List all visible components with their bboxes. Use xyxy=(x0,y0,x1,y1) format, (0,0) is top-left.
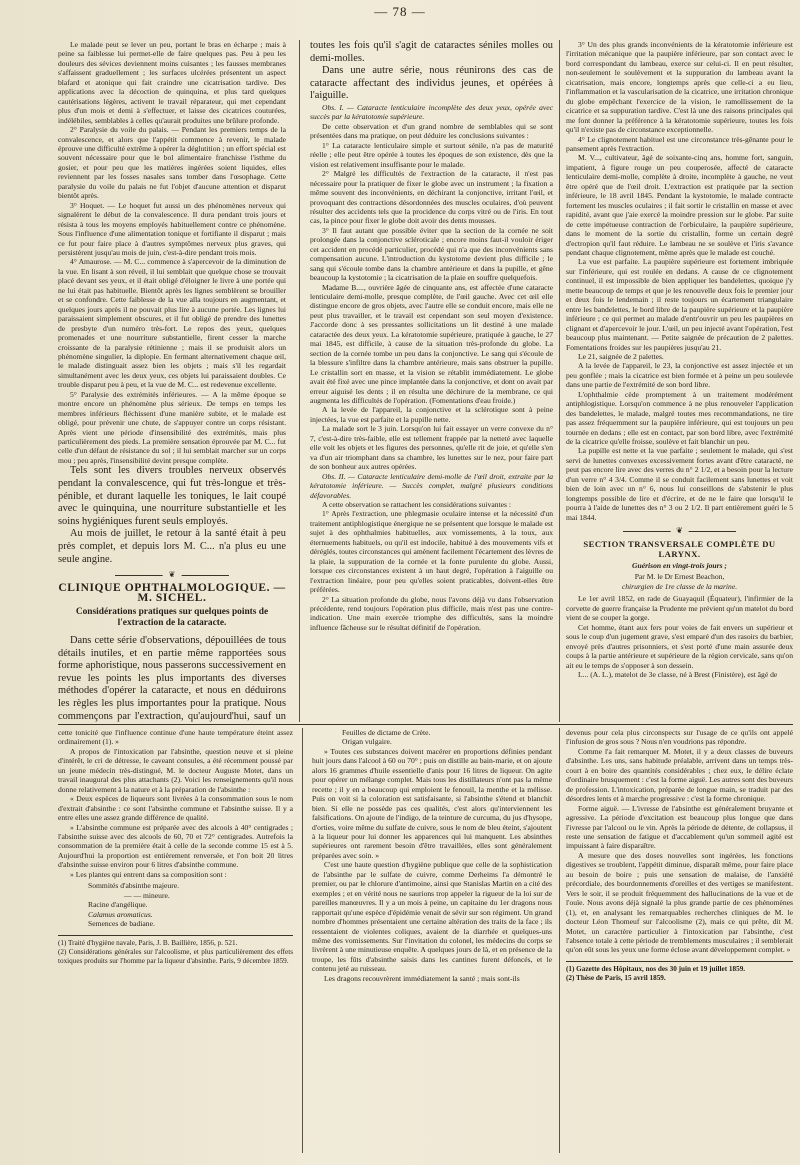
list-item: Calamus aromaticus. xyxy=(88,909,153,919)
paragraph: cette tonicité que l'influence continue d'une haute température éteint assez ordinairement (1). » xyxy=(58,728,293,747)
fleuron-icon: ❦ xyxy=(670,526,689,536)
paragraph: 1° Après l'extraction, une phlegmasie oculaire intense et la nécessité d'un traitement antiphlogistique énergique ne se présentent que lorsque le malade est sujet à des ophthalmies habituelles, aux vomissements, à la toux, aux éternuements habituels, ou qu'il est indocile, habitué à des mouvements vifs et déréglés, toutes circonstances qui amènent facilement l'écartement des lèvres de la plaie, la suppuration de la cornée et la fonte purulente du globe. Aussi, lorsque ces circonstances existent à un haut degré, l'opération à l'aiguille ou l'extraction linéaire, pour peu qu'elles soient praticables, doivent-elles être préférées. xyxy=(310,509,553,595)
ingredient-list xyxy=(88,881,293,928)
clinic-subheading: Considérations pratiques sur quelques points de l'extraction de la cataracte. xyxy=(75,607,269,629)
paragraph: M. V..., cultivateur, âgé de soixante-cinq ans, homme fort, sanguin, impatient, à figure rouge un peu couperosée, affecté de cataracte lenticulaire demi-molle, complète à droite, incomplète à gauche, ne veut être opéré que de l'œil droit. L'extraction est pratiquée par la section inférieure, le 18 avril 1845. Pendant la kystotomie, le malade contracte fortement les muscles oculaires ; il fait sortir le cristallin en masse et avec rapidité, avant que j'aie exercé la moindre pression sur le globe. Par suite de cette impétueuse contraction de l'orbiculaire, la paupière supérieure, dans le moment de la sortie du cristallin, forme un certain degré d'ectropion qu'il faut réduire. Le lambeau ne se soulève et l'iris s'avance pendant chaque clignotement, même après que le malade est couché. xyxy=(566,153,793,257)
paragraph: 3° Hoquet. — Le hoquet fut aussi un des phénomènes nerveux qui signalèrent le début de la convalescence. Il dura pendant trois jours et résista à tous les moyens employés habituellement contre ce phénomène. Sous l'influence d'une alimentation tonique et fortifiante il disparut ; mais ce fut pour faire place à d'autres symptômes nerveux plus graves, qui persistèrent jusqu'au mois de juin, c'est-à-dire pendant trois mois. xyxy=(58,200,286,257)
column-rule-bottom-1 xyxy=(302,728,303,1153)
paragraph: 1° La cataracte lenticulaire simple et surtout sénile, n'a pas de maturité réelle ; elle peut être opérée à toutes les époques de son existence, dès que la vision est relativement insuffisante pour le malade. xyxy=(310,140,553,169)
paragraph: La vue est parfaite. La paupière supérieure est fortement imbriquée sur l'inférieure, qui est roulée en dedans. A cause de ce clignotement continuel, il est impossible de bien appliquer les bandelettes, quoique j'y mette beaucoup de temps et que je les renouvelle deux fois le premier jour et deux fois le lendemain ; il reste toujours un écartement triangulaire entre les bandelettes, le bord libre de la paupière supérieure et la paupière inférieure ; ce qui permet au malade d'entr'ouvrir un peu les paupières en clignant et d'apercevoir le jour. L'œil, un peu injecté avant l'opération, l'est beaucoup plus maintenant. — Petite saignée de précaution de 2 palettes. Fomentations froides sur les paupières jusqu'au 21. xyxy=(566,257,793,352)
list-item: Sommités d'absinthe majeure. xyxy=(88,881,179,891)
paragraph: 2° Paralysie du voile du palais. — Pendant les premiers temps de la convalescence, et alors que l'appétit commence à revenir, le malade éprouve une difficulté extrême à opérer la déglutition ; un effort spécial est souvent nécessaire pour que le bol alimentaire franchisse l'isthme du gosier, et pour peu que les matières ingérées soient liquides, elles reviennent par les fosses nasales sans tomber dans l'œsophage. Cette paralysie du voile du palais ne fut l'objet d'aucune attention et disparut bientôt après. xyxy=(58,125,286,201)
list-item: Feuilles de dictame de Crète. xyxy=(342,728,431,737)
ornament-divider xyxy=(58,570,286,580)
clinic-heading: CLINIQUE OPHTHALMOLOGIQUE. — M. SICHEL. xyxy=(58,582,286,604)
column-rule-bottom-2 xyxy=(559,728,560,1153)
paragraph: A la levée de l'appareil, le 23, la conjonctive est assez injectée et un peu gonflée ; mais la cicatrice est bien formée et à peine un peu soulevée dans une partie de l'extrémité de son bord libre. xyxy=(566,361,793,390)
paragraph: Le malade peut se lever un peu, portant le bras en écharpe ; mais à peine sa faiblesse lui permet-elle de faire quelques pas. Peu à peu les douleurs des sévices deviennent moins cuisantes ; les fausses membranes s'affaissent graduellement ; les surfaces ulcérées présentent un aspect blafard et atonique qui fait craindre une cicatrisation tardive. Des applications avec la décoction de quinquina, et plus tard quelques cautérisations légères, activent le travail réparateur, qui met cependant plus d'un mois et demi à s'effectuer, et laisse des cicatrices couturées, indélébiles, semblables à celles qu'aurait produites une brûlure profonde. xyxy=(58,40,286,125)
footnote: (1) Gazette des Hôpitaux, nos des 30 juin et 19 juillet 1859. xyxy=(566,964,746,973)
paragraph: 2° La situation profonde du globe, nous l'avons déjà vu dans l'observation précédente, rend toujours l'opération plus difficile, mais n'est pas une contre-indication. Une main exercée triomphe des difficultés, sans la moindre influence fâcheuse sur le résultat définitif de l'opération. xyxy=(310,594,553,632)
paragraph: La malade sort le 3 juin. Lorsqu'on lui fait essayer un verre convexe du n° 7, c'est-à-dire très-faible, elle est tellement frappée par la netteté avec laquelle elle voit les objets et les figures des personnes, qu'elle rit de joie, et qu'elle s'en va d'un air triomphant dans sa chambre, les lunettes sur le nez, pour faire part de son bonheur aux autres opérées. xyxy=(310,424,553,472)
feuilleton-column-1 xyxy=(58,728,293,1153)
paragraph: » Toutes ces substances doivent macérer en proportions définies pendant huit jours dans l'alcool à 60 ou 70° ; puis on distille au bain-marie, et on ajoute alors 16 grammes d'huile essentielle d'anis pour 16 litres de liqueur. On agite pour opérer un mélange complet. Mais tous les distillateurs n'ont pas la même recette ; il y en a beaucoup qui emploient le fenouil, la menthe et la mélisse. Puis on voit si la coloration est satisfaisante, si l'absinthe s'étend et blanchit bien. Si elle ne possède pas ces qualités, c'est alors qu'interviennent les falsifications. On ajoute de l'indigo, de la teinture de curcuma, du jus d'hysope, d'orties, voire même du sulfate de cuivre, sous le nom de bleu éteint, s'ajoutent à la liqueur pour lui donner les apparences qui lui manquent. Les absinthes supérieures ont rarement besoin d'être travaillées, elles sont généralement préparées avec soin. » xyxy=(312,746,552,860)
observation-heading: Obs. I. — Cataracte lenticulaire incomplète des deux yeux, opérée avec succès par la kératotomie supérieure. xyxy=(310,102,553,122)
paragraph: Comme l'a fait remarquer M. Motet, il y a deux classes de buveurs d'absinthe. Les uns, sans habitude préalable, arrivent dans un temps très-court à en boire des quantités considérables ; chez eux, le délire éclate d'ordinaire brusquement : c'est la forme aiguë. Les autres sont des buveurs de profession. L'intoxication, préparée de longue main, se traduit par des désordres lents et à marche progressive : c'est la forme chronique. xyxy=(566,746,793,804)
paragraph: Le 21, saignée de 2 palettes. xyxy=(578,351,664,361)
paragraph: A propos de l'intoxication par l'absinthe, question neuve et si pleine d'intérêt, le cri de détresse, le caveant consules, a été récemment poussé par un jeune médecin très-distingué, M. le docteur Auguste Motet, dans un travail inaugural des plus attachants (2). Voici les renseignements qu'il nous donne relativement à la nature et à la préparation de l'absinthe : xyxy=(58,746,293,794)
paragraph: Dans cette série d'observations, dépouillées de tous détails inutiles, et en partie même rapportées sous forme aphoristique, nous passerons successivement en revue les points les plus importants des diverses méthodes d'opérer la cataracte, et nous en déduirons les règles les plus importantes pour la pratique. Nous commençons par l'extraction, qu'aujourd'hui, sauf un xyxy=(58,635,286,722)
author-line: Par M. le Dr Ernest Beachon, xyxy=(634,572,725,582)
paragraph: Les dragons recouvrèrent immédiatement la santé ; mais sont-ils xyxy=(324,973,520,983)
column-rule-top-1 xyxy=(299,40,300,722)
paragraph: A la levée de l'appareil, la conjonctive et la sclérotique sont à peine injectées, la vue est parfaite et la pupille nette. xyxy=(310,405,553,424)
paragraph: De cette observation et d'un grand nombre de semblables qui se sont présentées dans ma pratique, on peut déduire les conclusions suivantes : xyxy=(310,121,553,141)
paragraph: 4° Amaurose. — M. C... commence à s'apercevoir de la diminution de la vue. En lisant à son réveil, il lui semblait que quelque chose se trouvait placé devant ses yeux, et il était obligé d'éloigner le livre à une portée qui ne lui était pas habituelle. Bientôt après les lignes semblèrent se brouiller et se confondre. Cette faiblesse de la vue alla toujours en augmentant, et quelques jours après il ne pouvait plus lire à aucune portée. Les lignes lui paraissaient simplement obscures, et il fut obligé de prendre des lunettes de presbyte d'un numéro très-fort. Le repos des yeux, quelques promenades et une nourriture substantielle, firent cesser la marche croissante de la paralysie rétinienne ; mais il se produisit alors un phénomène singulier, la diplopie. En fermant alternativement chaque œil, le malade distinguait assez bien les objets ; mais s'il les regardait simultanément avec les deux yeux, ces objets lui paraissaient doubles. Ce trouble disparut peu à peu, et la vue de M. C... est redevenue excellente. xyxy=(58,257,286,390)
paragraph: devenus pour cela plus circonspects sur l'usage de ce qu'ils ont appelé l'infusion de gros sous ? Nous n'en voudrions pas répondre. xyxy=(566,728,793,747)
list-item: Racine d'angélique. xyxy=(88,900,148,910)
paragraph: A mesure que des doses nouvelles sont ingérées, les fonctions digestives se troublent, l'appétit diminue, disparaît même, pour faire place au besoin de boire ; puis une sensation de malaise, de l'anxiété précordiale, des bourdonnements d'oreilles et des vertiges se manifestent. Vers le soir, il se produit fréquemment des hallucinations de la vue et de l'ouïe. Nous avons déjà signalé la plus grande partie de ces phénomènes (1), et, en analysant les remarquables recherches cliniques de M. le docteur Léon Thomeuf sur l'alcoolisme (2), mais ce qui prête, dit M. Motet, un caractère particulier à l'intoxication par l'absinthe, c'est l'absence totale à cette période de tremblements musculaires ; il semblerait qu'on eût sous les yeux une forme éclose avant développement complet. » xyxy=(566,850,793,955)
paragraph: Le 1er avril 1852, en rade de Guayaquil (Équateur), l'infirmier de la corvette de guerre française la Prudente me prévient qu'un matelot du bord vient de se couper la gorge. xyxy=(566,594,793,623)
paragraph: 4° Le clignotement habituel est une circonstance très-gênante pour le pansement après l'extraction. xyxy=(566,134,793,153)
paragraph: Forme aiguë. — L'ivresse de l'absinthe est généralement bruyante et agressive. La période d'excitation est beaucoup plus longue que dans l'ivresse par l'alcool ou le vin. Après la période de détente, de collapsus, il reste une sensation de fatigue et d'accablement qu'un sommeil agité est impuissant à faire disparaître. xyxy=(566,803,793,851)
paragraph: L... (A. L.), matelot de 3e classe, né à Brest (Finistère), est âgé de xyxy=(578,670,778,679)
paragraph: 3° Un des plus grands inconvénients de la kératotomie inférieure est l'irritation mécanique que la paupière inférieure, par son contact avec le bord correspondant du lambeau, exerce sur celui-ci. Il en peut résulter, non-seulement le soulèvement et la suppuration du lambeau avant la cicatrisation, mais encore, longtemps après que celle-ci a eu lieu, l'inflammation et la vascularisation de la cicatrice, une irritation chronique du globe empêchant l'exercice de la vision, le ramollissement de la cicatrice et sa suppuration tardive. C'est là une des raisons principales qui me font donner la préférence à la kératotomie supérieure, toutes les fois qu'il n'existe pas de circonstance exceptionnelle. xyxy=(566,40,793,135)
feuilleton-column-3 xyxy=(566,728,793,1153)
article-column-1 xyxy=(58,40,286,722)
footnote: (1) Traité d'hygiène navale, Paris, J. B. Baillière, 1856, p. 521. xyxy=(58,938,238,947)
article-column-2 xyxy=(310,40,553,722)
paragraph: 3° Il faut autant que possible éviter que la section de la cornée ne soit prolongée dans la conjonctive scléroticale ; encore moins faut-il vouloir ériger cet accident en procédé particulier, procédé qui n'a que des inconvénients sans compensation aucune. L'introduction du kystotome devient plus difficile ; le sang qui s'écoule tombe dans la chambre antérieure et dans la pupille, et gêne beaucoup la kystotomie ; la cicatrisation de la plaie en souffre quelquefois. xyxy=(310,225,553,283)
author-title: chirurgien de 1re classe de la marine. xyxy=(621,581,738,591)
ornament-divider xyxy=(566,526,793,536)
footnote: (2) Thèse de Paris, 15 avril 1859. xyxy=(566,973,666,982)
footnotes xyxy=(566,961,793,983)
list-item: — — mineure. xyxy=(124,890,170,900)
paragraph: L'ophthalmie cède promptement à un traitement modérément antiphlogistique. Lorsqu'on commence à ne plus renouveler l'application des bandelettes, le malade, malgré toutes mes recommandations, ne tire pas assez fréquemment sur la paupière inférieure, qui est toujours un peu tournée en dedans ; elle est en contact, par son bord libre, avec l'extrémité de la cicatrice qu'elle froisse, soulève et fait blanchir un peu. xyxy=(566,389,793,447)
section-divider xyxy=(58,724,793,725)
footnote: (2) Considérations générales sur l'alcoolisme, et plus particulièrement des effets toxiques produits sur l'homme par la liqueur d'absinthe. Paris, 9 décembre 1859. xyxy=(58,947,293,965)
paragraph: Madame B...., ouvrière âgée de cinquante ans, est affectée d'une cataracte lenticulaire demi-molle, presque complète, de l'œil gauche. Avec cet œil elle distingue encore de gros objets, avec l'autre elle se conduit encore, mais elle ne peut plus travailler, et le travail est cependant son seul moyen d'existence. J'accorde donc à ses pressantes sollicitations un lit destiné à une malade cataractée des deux yeux. La kératotomie supérieure, pratiquée à gauche, le 27 mai 1845, est difficile, à cause de la situation très-profonde du globe. La section de la cornée tombe un peu dans la conjonctive. Le sang qui s'écoule de la blessure s'infiltre dans la chambre antérieure, mais sans obstruer la pupille. Le cristallin sort en masse, et la vision se rétablit immédiatement. Le globe avait été fixé avec une pince implantée dans la conjonctive, et dont on avait par erreur aiguisé les dents ; il en résulta une déchirure de la membrane, ce qui augmenta les difficultés de l'opération. (Fomentations d'eau froide.) xyxy=(310,282,553,406)
paragraph: A cette observation se rattachent les considérations suivantes : xyxy=(322,500,511,509)
section-heading: SECTION TRANSVERSALE COMPLÈTE DU LARYNX. xyxy=(583,539,776,559)
paragraph: 5° Paralysie des extrémités inférieures. — A la même époque se montre encore un phénomène plus sérieux. De temps en temps les membres inférieurs fléchissent d'une manière subite, et le malade est obligé, pour prévenir une chute, de s'appuyer contre un corps résistant. Après vient une période d'insensibilité des extrémités, mais plus particulièrement des pieds. La première sensation éprouvée par M. C... fut celle d'un défaut de résistance du sol ; il lui semblait marcher sur un corps mou ; peu après, l'insensibilité devint presque complète. xyxy=(58,389,286,465)
observation-heading: Obs. II. — Cataracte lenticulaire demi-molle de l'œil droit, extraite par la kératotomie inférieure. — Succès complet, malgré plusieurs conditions défavorables. xyxy=(310,471,553,500)
paragraph: Au mois de juillet, le retour à la santé était à peu près complet, et depuis lors M. C... n'a plus eu une seule angine. xyxy=(58,528,286,565)
paragraph: Cet homme, étant aux fers pour voies de fait envers un supérieur et sous le coup d'un jugement grave, s'est emparé d'un des rasoirs du barbier, envoyé près d'autres prisonniers, et s'est porté d'une main assurée deux coups à la partie antérieure et supérieure de la région cervicale, sans qu'on ait eu le temps de s'opposer à son dessein. xyxy=(566,622,793,670)
page-number: — 78 — xyxy=(374,4,426,19)
paragraph: toutes les fois qu'il s'agit de cataractes séniles molles ou demi-molles. xyxy=(310,40,553,64)
paragraph: Tels sont les divers troubles nerveux observés pendant la convalescence, qui fut très-longue et très-pénible, et durant laquelle les toniques, le lait coupé avec le quinquina, une nourriture substantielle et les soins hygiéniques furent seuls employés. xyxy=(58,465,286,527)
fleuron-icon: ❦ xyxy=(163,570,182,580)
paragraph: » L'absinthe commune est préparée avec des alcools à 40° centigrades ; l'absinthe suisse avec des alcools de 60, 70 et 72° centigrades. Autrefois la consommation de la première était à celle de la seconde comme 15 est à 5. Aujourd'hui la proportion est entièrement renversée, et l'on boit 20 litres d'absinthe suisse environ pour 6 litres d'absinthe commune. xyxy=(58,822,293,870)
column-rule-top-2 xyxy=(559,40,560,722)
list-item: Origan vulgaire. xyxy=(342,737,392,747)
article-column-3 xyxy=(566,40,793,722)
paragraph: Dans une autre série, nous réunirons des cas de cataracte affectant des individus jeunes, et opérées à l'aiguille. xyxy=(310,65,553,102)
section-subheading: Guérison en vingt-trois jours ; xyxy=(632,561,727,571)
list-item: Semences de badiane. xyxy=(88,919,155,929)
paragraph: » Les plantes qui entrent dans sa composition sont : xyxy=(70,869,227,879)
paragraph: « Deux espèces de liqueurs sont livrées à la consommation sous le nom d'extrait d'absinthe : ce sont l'absinthe commune et l'absinthe suisse. Il y a entre elles une assez grande différence de qualité. xyxy=(58,794,293,823)
paragraph: 2° Malgré les difficultés de l'extraction de la cataracte, il n'est pas nécessaire pour la pratiquer de fixer le globe avec un instrument ; la fixation a même souvent des inconvénients, en déchirant la conjonctive, irritant l'œil, et provoquant des contractions désordonnées des muscles oculaires, d'où peuvent résulter des accidents tels que la procidence du corps vitré ou de l'iris. En tout cas, la pince pour fixer le globe doit avoir des dents mousses. xyxy=(310,169,553,226)
feuilleton-column-2 xyxy=(312,728,552,1153)
paragraph: C'est une haute question d'hygiène publique que celle de la sophistication de l'absinthe par le sulfate de cuivre, comme Derheims l'a démontré le premier, ou par le chlorure d'antimoine, ainsi que Stanislas Martin en a cité des exemples ; et en vérité nous ne saurions trop appeler la rigueur de la loi sur de pareilles manœuvres. Il y a un mois à peine, un capitaine du 1er dragons nous rapportait qu'une espèce d'épidémie venait de sévir sur son régiment. Un grand nombre d'hommes présentaient une certaine altération des traits de la face ; ils ressentaient de violentes coliques, avaient de la diarrhée et quelques-uns même des vomissements. Sur l'invitation du colonel, les médecins du corps se livrèrent à une minutieuse enquête. A quelques jours de là, et en présence de la troupe, les fûts d'absinthe saisis dans les cantines furent défoncés, et le contenu jeté au ruisseau. xyxy=(312,860,552,974)
paragraph: La pupille est nette et la vue parfaite ; seulement le malade, qui s'est servi de lunettes convexes excessivement fortes avant d'être cataracté, ne peut pas encore lire avec des verres du n° 2 1/2, et a besoin pour la lecture d'un verre n° 4 3/4. Comme il se conduit facilement sans lunettes et voit bien de loin avec un n° 6, nous lui conseillons de s'abstenir le plus longtemps possible de lire et d'écrire, et de ne le faire que lorsqu'il le pourra à l'aide de lunettes des n° 3 ou 2 1/2. Il part entièrement guéri le 5 mai 1844. xyxy=(566,446,793,522)
footnotes xyxy=(58,935,293,966)
